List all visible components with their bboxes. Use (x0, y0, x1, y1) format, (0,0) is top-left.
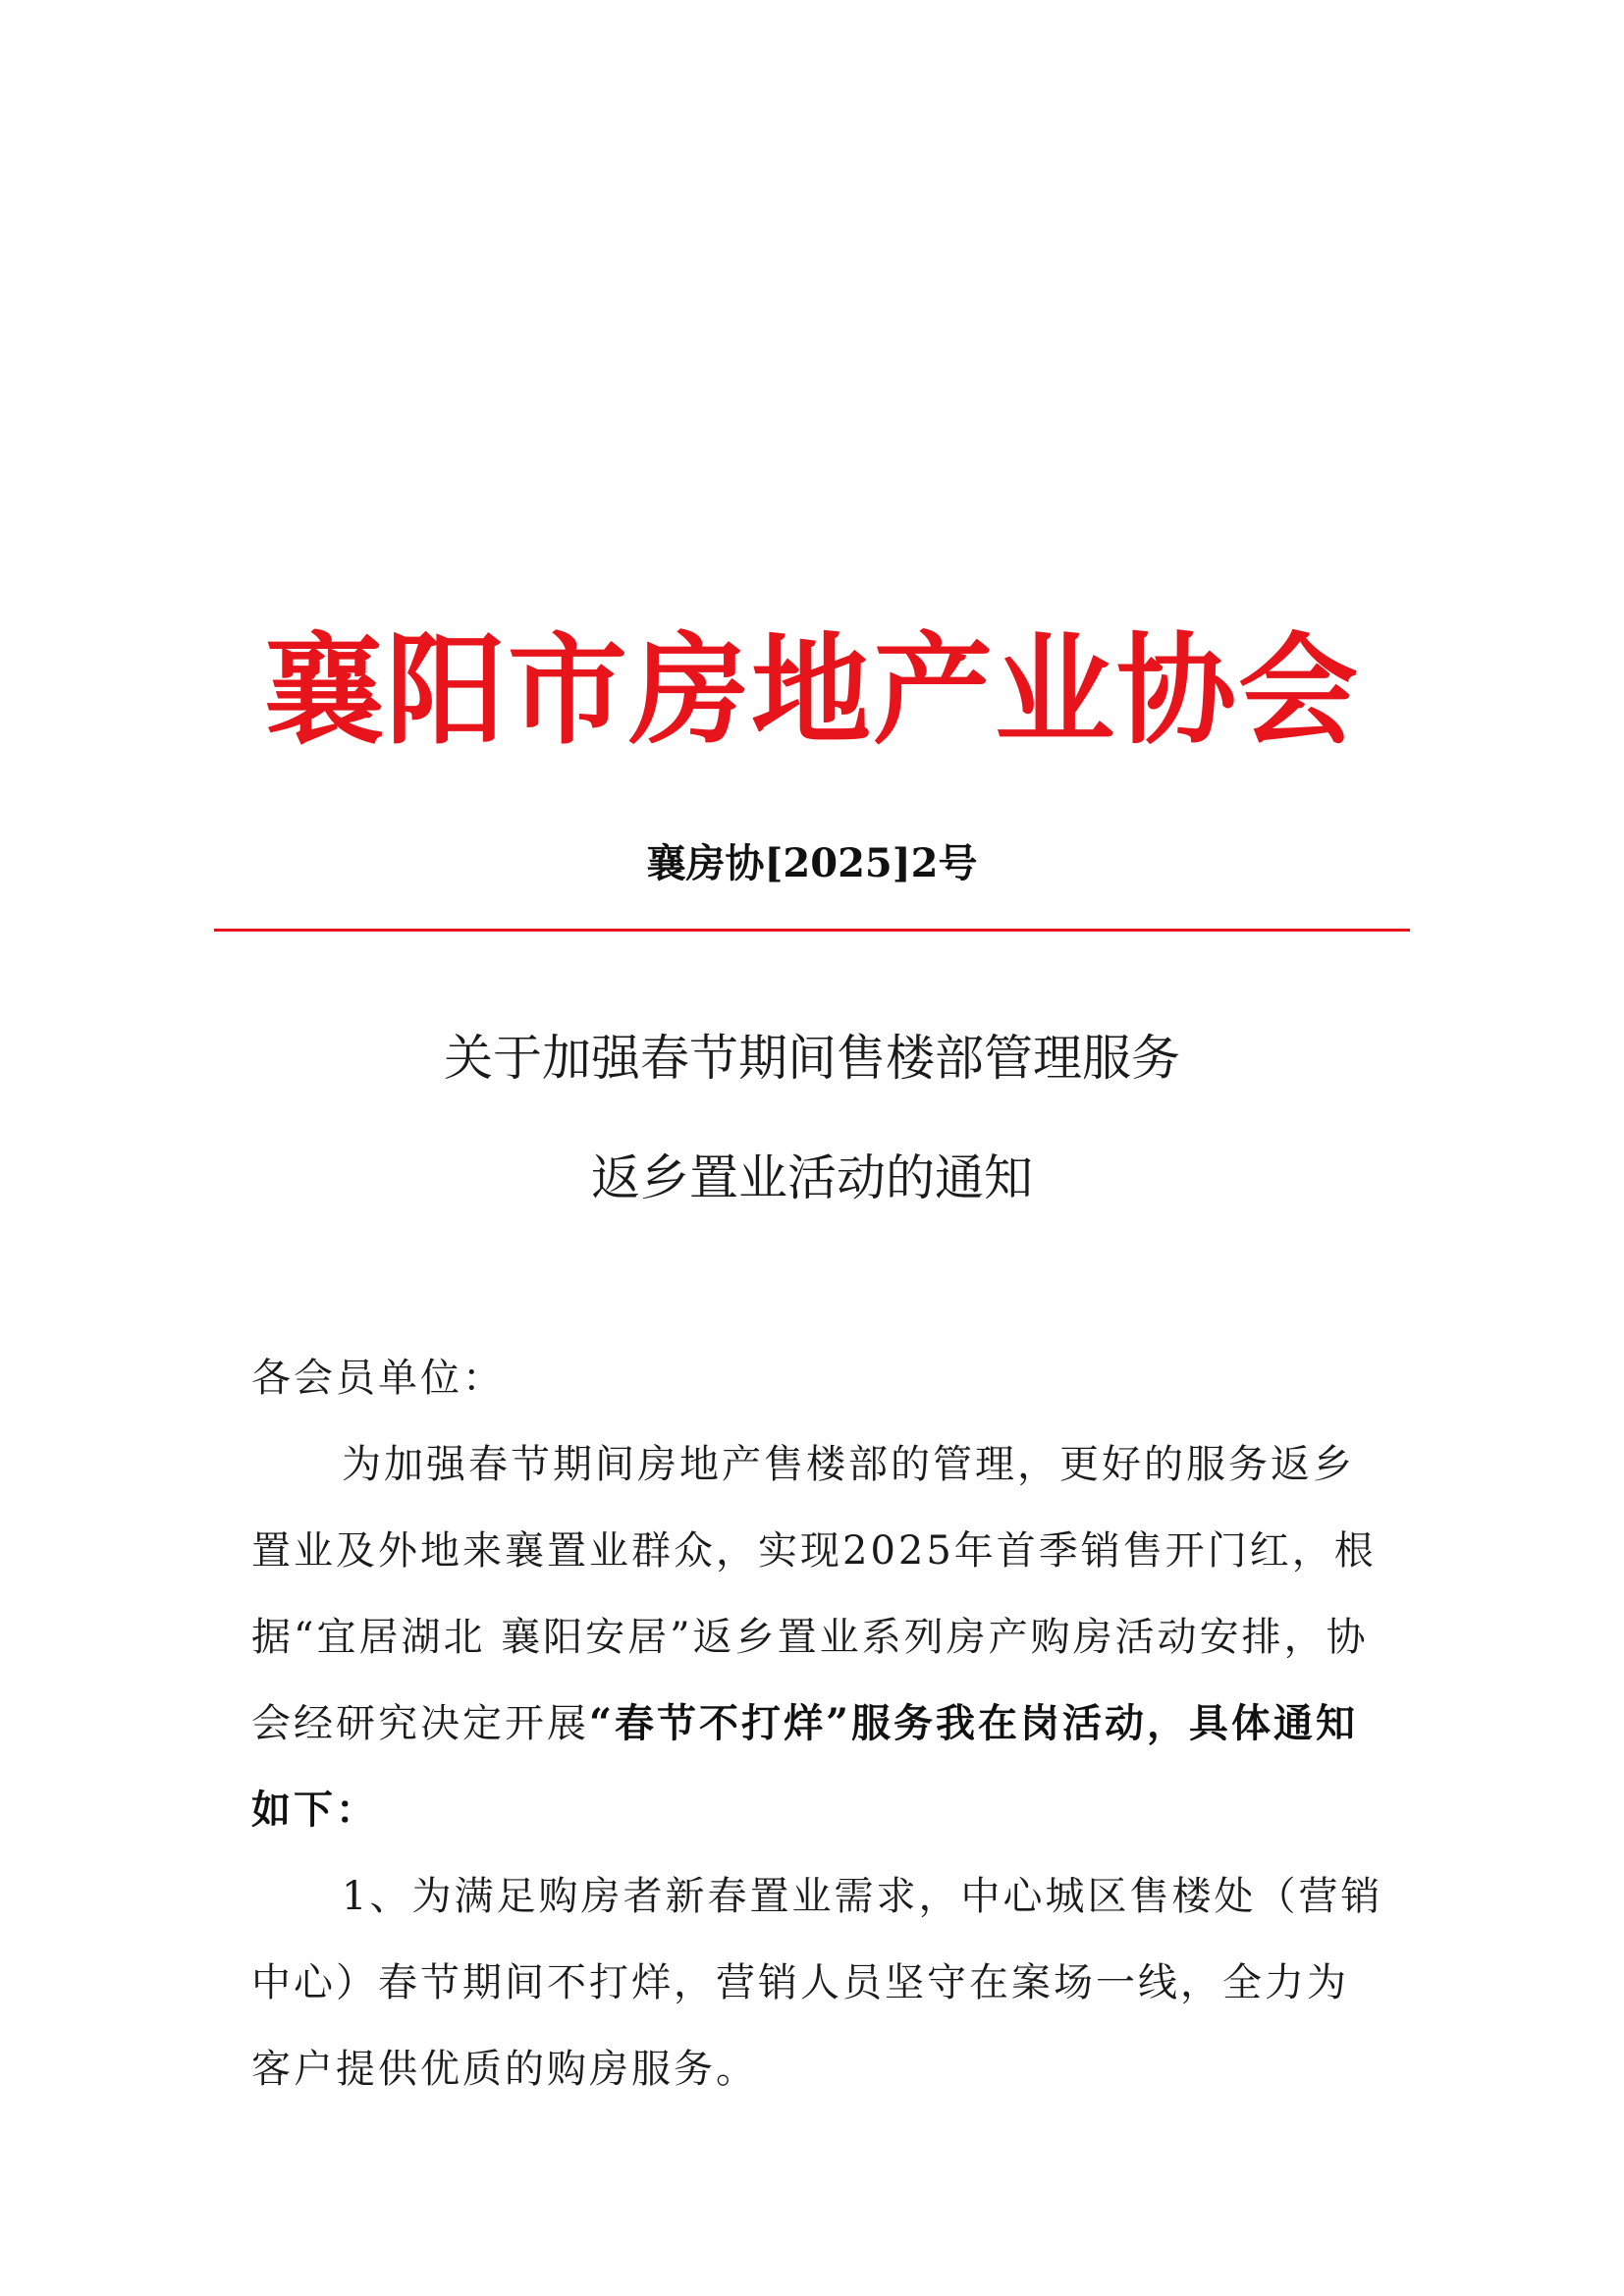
org-name-header: 襄阳市房地产业协会 (264, 619, 1360, 761)
notice-title-line-1: 关于加强春节期间售楼部管理服务 (444, 1030, 1180, 1087)
salutation: 各会员单位： (251, 1356, 505, 1401)
document-number: 襄房协[2025]2号 (646, 840, 978, 886)
paragraph-intro-emphasis: “春节不打烊”服务我在岗活动，具体通知如下： (251, 1700, 1359, 1833)
paragraph-intro-text: 为加强春节期间房地产售楼部的管理，更好的服务返乡置业及外地来襄置业群众，实现2025年首季销售开门红，根据“宜居湖北 襄阳安居”返乡置业系列房产购房活动安排，协会经研究决定开展 (251, 1442, 1377, 1746)
paragraph-intro (251, 1421, 1390, 1853)
notice-title-line-2: 返乡置业活动的通知 (591, 1149, 1033, 1206)
red-divider-line (214, 929, 1410, 932)
paragraph-item-1: 1、为满足购房者新春置业需求，中心城区售楼处（营销中心）春节期间不打烊，营销人员坚守在案场一线，全力为客户提供优质的购房服务。 (251, 1874, 1383, 2092)
